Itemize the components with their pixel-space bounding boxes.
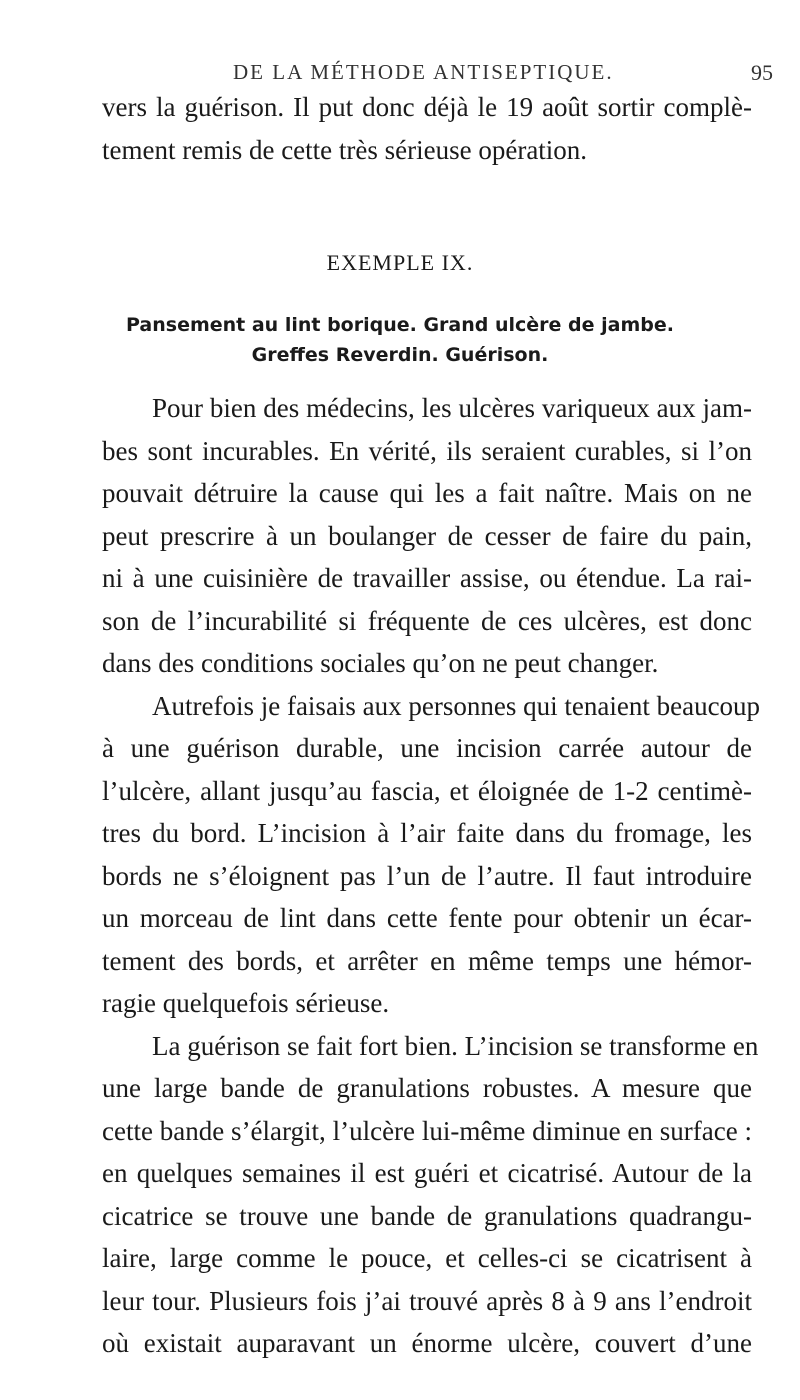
main-text [102,387,761,1365]
example-heading: EXEMPLE IX. [326,250,474,275]
text-line: ni à une cuisinière de travailler assise, ou étendue. La rai- [102,563,752,593]
text-line: Pour bien des médecins, les ulcères variqueux aux jam- [152,393,752,423]
text-line: à une guérison durable, une incision carrée autour de [102,733,752,763]
paragraph-3 [102,1025,759,1365]
text-line: La guérison se fait fort bien. L’incision se transforme en [152,1030,759,1061]
text-line: bes sont incurables. En vérité, ils seraient curables, si l’on [102,435,752,466]
text-line: Autrefois je faisais aux personnes qui tenaient beaucoup [152,690,761,721]
page-number: 95 [751,60,773,85]
text-line: tement remis de cette très sérieuse opération. [102,134,588,165]
subtitle-line: Pansement au lint borique. Grand ulcère de jambe. [126,314,674,336]
text-line: où existait auparavant un énorme ulcère, couvert d’une [102,1328,752,1358]
text-line: son de l’incurabilité si fréquente de ces ulcères, est donc [102,605,752,636]
text-line: vers la guérison. Il put donc déjà le 19 août sortir complè- [102,92,752,122]
text-line: cicatrice se trouve une bande de granulations quadrangu- [102,1200,752,1231]
paragraph-2 [102,685,761,1025]
paragraph-1 [102,387,752,685]
opening-paragraph [102,86,752,171]
text-line: un morceau de lint dans cette fente pour obtenir un écar- [102,903,752,933]
text-line: une large bande de granulations robustes. A mesure que [102,1073,752,1103]
text-line: pouvait détruire la cause qui les a fait naître. Mais on ne [102,478,752,508]
example-subtitle [0,310,800,370]
text-line: bords ne s’éloignent pas l’un de l’autre. Il faut introduire [102,860,752,891]
running-head: DE LA MÉTHODE ANTISEPTIQUE. [233,60,614,84]
text-line: en quelques semaines il est guéri et cicatrisé. Autour de la [102,1158,752,1188]
text-line: peut prescrire à un boulanger de cesser de faire du pain, [102,520,752,551]
text-line: ragie quelquefois sérieuse. [102,988,390,1018]
text-line: tres du bord. L’incision à l’air faite dans du fromage, les [102,818,752,848]
text-line: tement des bords, et arrêter en même temps une hémor- [102,945,752,976]
text-line: leur tour. Plusieurs fois j’ai trouvé après 8 à 9 ans l’endroit [102,1285,752,1316]
text-line: dans des conditions sociales qu’on ne peut changer. [102,648,659,678]
text-line: laire, large comme le pouce, et celles-ci se cicatrisent à [102,1243,752,1273]
text-line: cette bande s’élargit, l’ulcère lui-même diminue en surface : [102,1115,752,1146]
subtitle-line: Greffes Reverdin. Guérison. [251,344,549,366]
text-line: l’ulcère, allant jusqu’au fascia, et éloignée de 1-2 centimè- [102,775,752,806]
